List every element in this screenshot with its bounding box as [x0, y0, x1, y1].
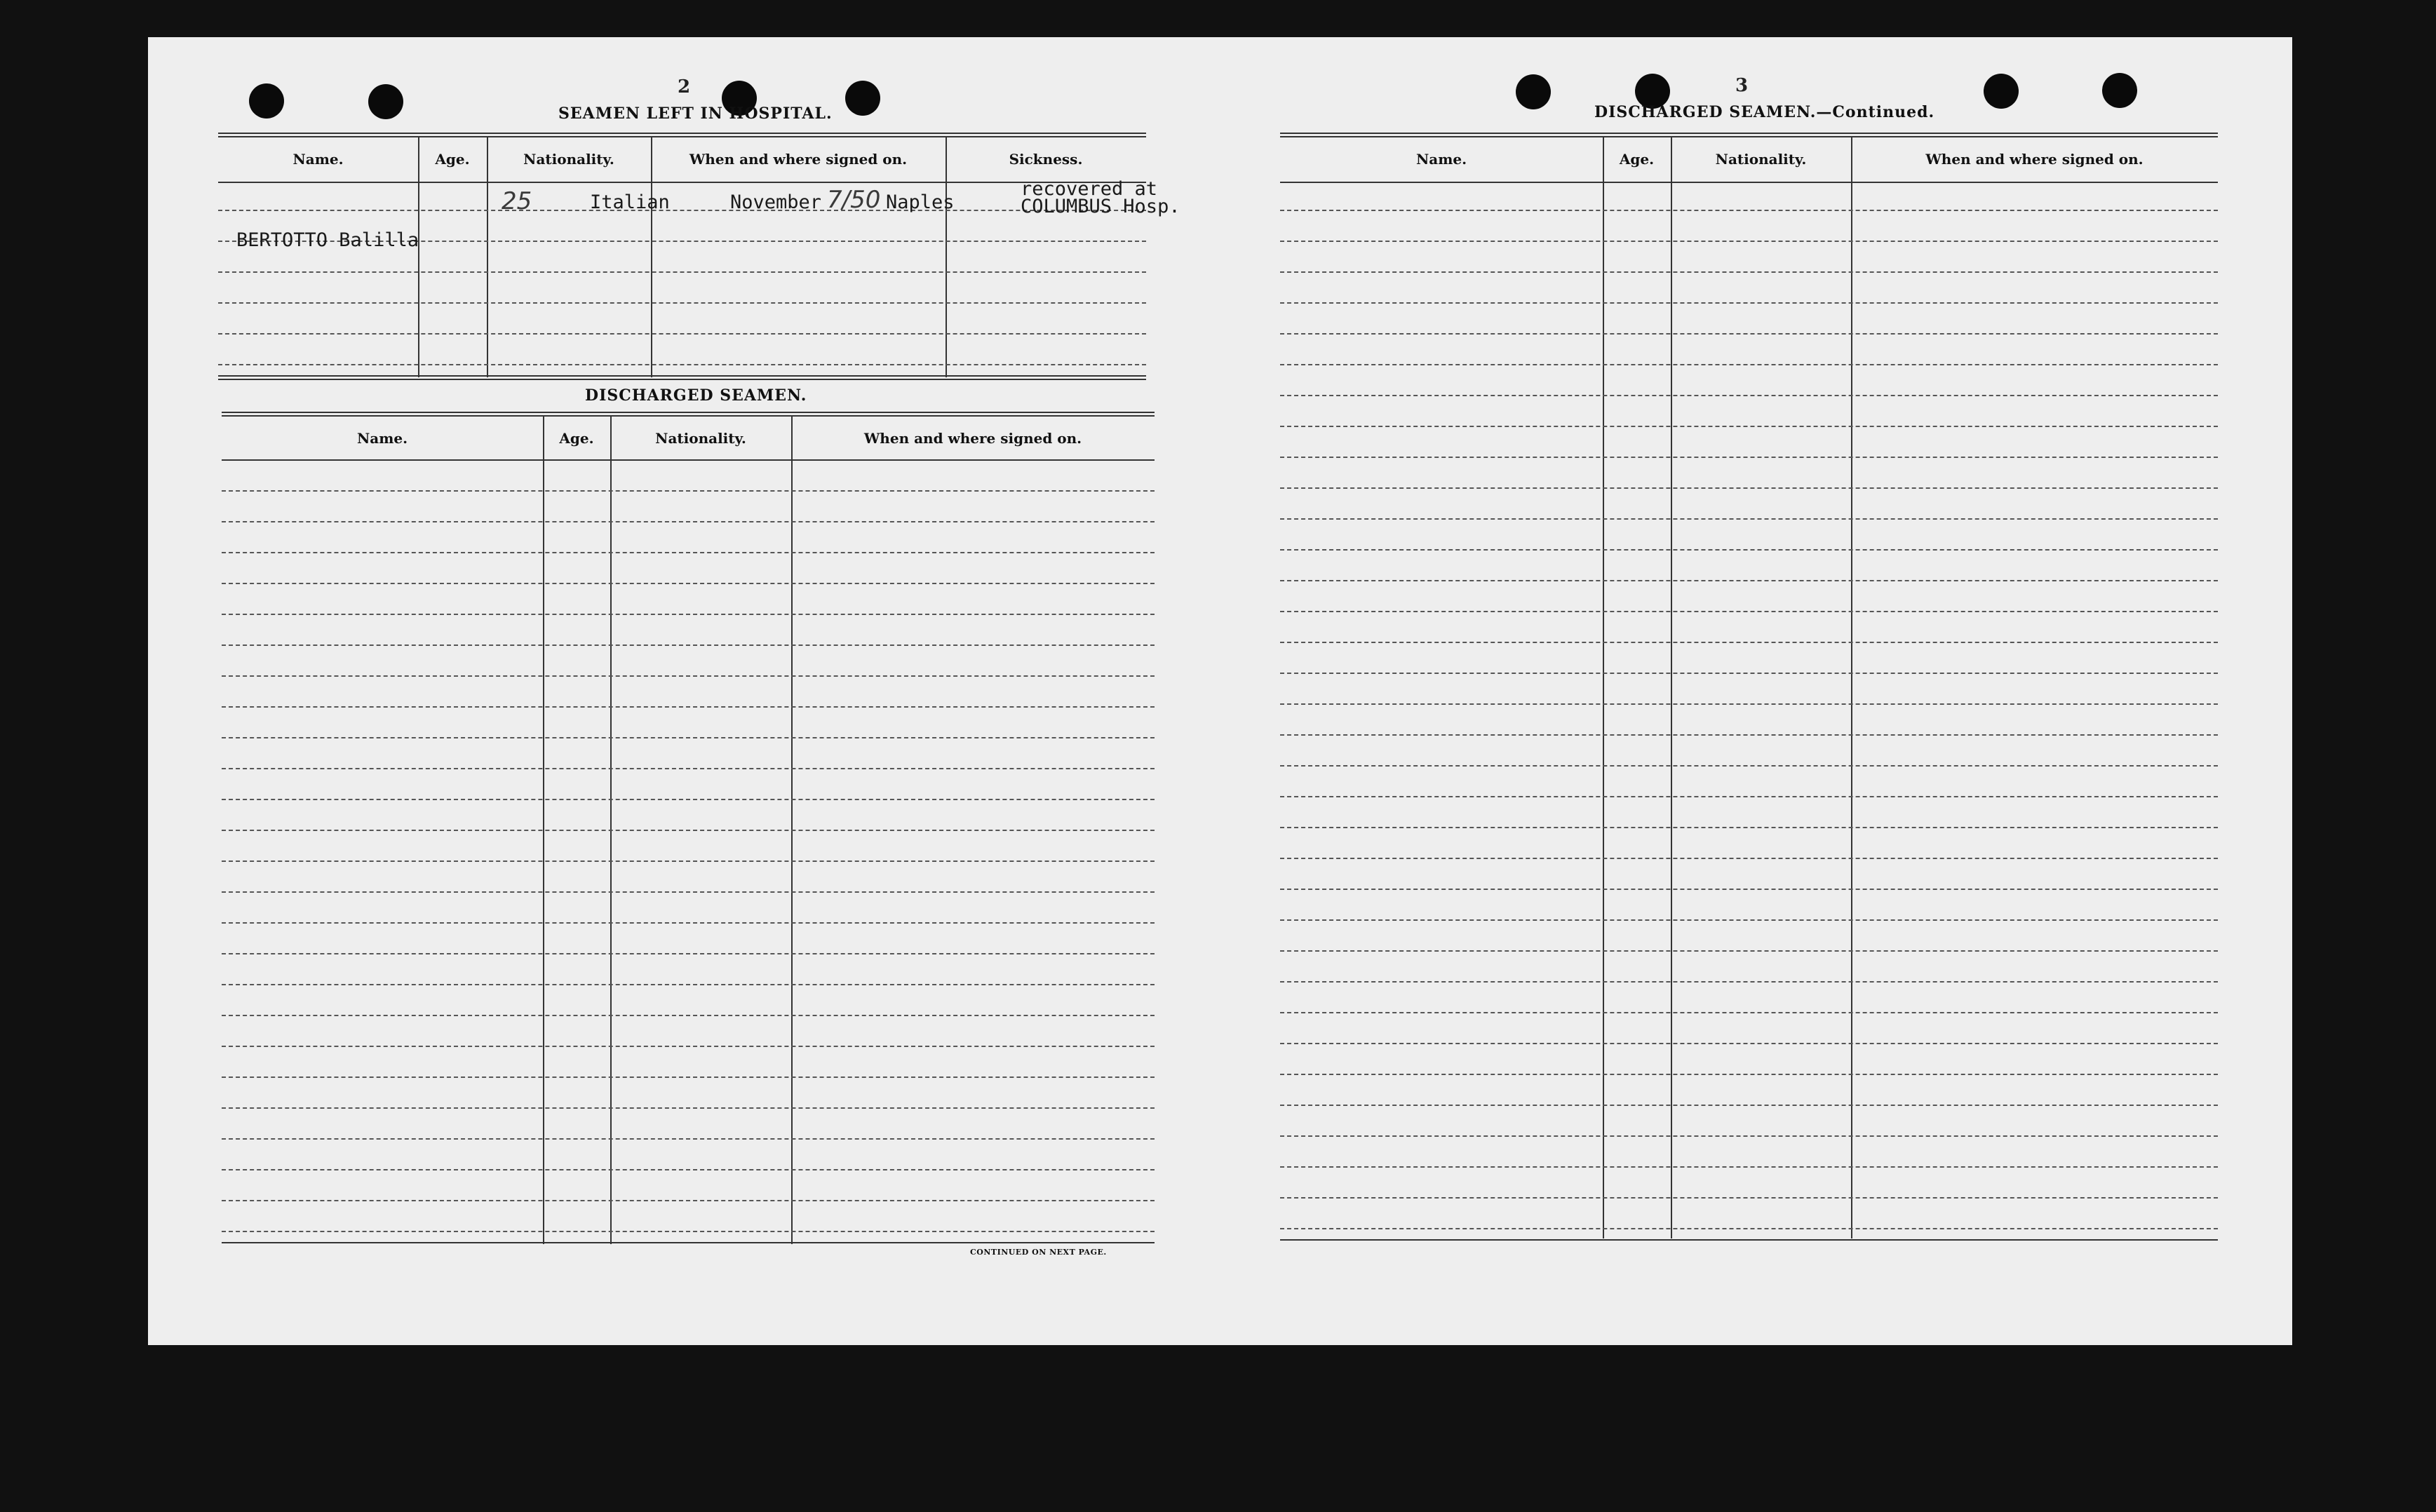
column-header: Nationality.	[523, 151, 614, 168]
discharged-section-title: DISCHARGED SEAMEN.	[585, 386, 807, 405]
entry-sickness: COLUMBUS Hosp.	[1021, 196, 1180, 217]
punch-hole	[1984, 74, 2019, 109]
column-header: Age.	[1619, 151, 1655, 168]
column-header: Name.	[356, 430, 408, 447]
discharged-continued-table	[1280, 133, 2218, 1283]
hospital-table	[218, 133, 1146, 413]
entry-age: 25	[502, 187, 532, 215]
hospital-section-title: SEAMEN LEFT IN HOSPITAL.	[558, 104, 833, 123]
punch-hole	[845, 81, 880, 116]
discharged-table	[222, 412, 1155, 1288]
column-header: When and where signed on.	[863, 430, 1082, 447]
column-header: Nationality.	[655, 430, 746, 447]
punch-hole	[368, 84, 403, 119]
entry-signed-on-place: Naples	[886, 191, 955, 213]
right-page-title: DISCHARGED SEAMEN.—Continued.	[1594, 103, 1935, 121]
column-header: Nationality.	[1715, 151, 1807, 168]
column-header: Sickness.	[1009, 151, 1083, 168]
column-header: Name.	[292, 151, 344, 168]
entry-sickness: recovered at	[1021, 178, 1158, 200]
left-page-number: 2	[678, 76, 691, 97]
entry-signed-on-date: 7/50	[827, 186, 881, 214]
entry-nationality: Italian	[590, 191, 670, 213]
continued-footer: CONTINUED ON NEXT PAGE.	[970, 1248, 1107, 1257]
punch-hole	[1516, 74, 1551, 109]
punch-hole	[249, 83, 284, 119]
column-header: Age.	[435, 151, 470, 168]
right-page-number: 3	[1735, 75, 1749, 96]
column-header: Name.	[1415, 151, 1467, 168]
document-sheet	[148, 37, 2292, 1345]
column-header: When and where signed on.	[689, 151, 908, 168]
entry-signed-on-month: November	[730, 191, 822, 213]
column-header: When and where signed on.	[1925, 151, 2144, 168]
entry-name: BERTOTTO Balilla	[236, 229, 419, 251]
punch-hole	[2102, 73, 2137, 108]
column-header: Age.	[559, 430, 594, 447]
